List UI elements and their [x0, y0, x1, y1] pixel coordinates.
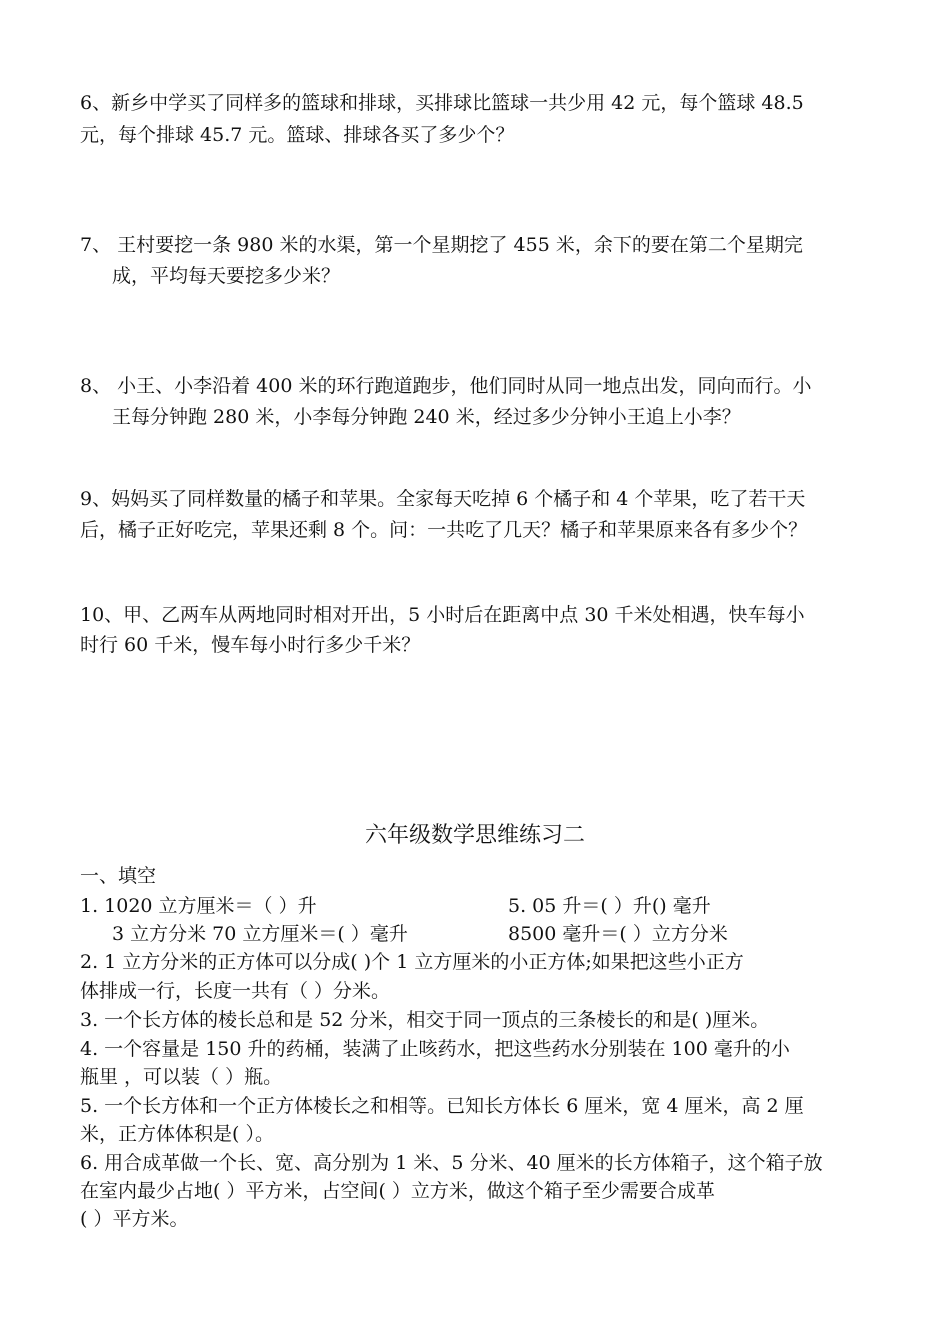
fill-item-2-line-2: 体排成一行，长度一共有（ ）分米。	[80, 980, 391, 1002]
fill-item-1b: 5. 05 升＝( ）升() 毫升	[508, 895, 711, 917]
fill-item-5-line-2: 米，正方体体积是( ）。	[80, 1123, 274, 1145]
problem-6-line-2: 元，每个排球 45.7 元。篮球、排球各买了多少个？	[80, 124, 515, 146]
problem-9-line-1: 9、妈妈买了同样数量的橘子和苹果。全家每天吃掉 6 个橘子和 4 个苹果，吃了若干天	[80, 488, 806, 510]
problem-8-line-1: 8、 小王、小李沿着 400 米的环行跑道跑步，他们同时从同一地点出发，同向而行。小	[80, 375, 812, 397]
problem-6-line-1: 6、新乡中学买了同样多的篮球和排球，买排球比篮球一共少用 42 元，每个篮球 48.5	[80, 92, 804, 114]
fill-item-3: 3. 一个长方体的棱长总和是 52 分米，相交于同一顶点的三条棱长的和是( )厘米。	[80, 1009, 770, 1031]
fill-item-6-line-3: ( ）平方米。	[80, 1208, 189, 1230]
problem-7-line-2: 成，平均每天要挖多少米？	[112, 265, 341, 287]
problem-10-line-1: 10、甲、乙两车从两地同时相对开出，5 小时后在距离中点 30 千米处相遇，快车每小	[80, 604, 805, 626]
section-title: 六年级数学思维练习二	[364, 823, 585, 848]
fill-item-1-row-1	[80, 891, 875, 921]
fill-item-1c: 3 立方分米 70 立方厘米＝( ）毫升	[112, 923, 408, 945]
problem-10-line-2: 时行 60 千米，慢车每小时行多少千米？	[80, 634, 421, 656]
fill-item-6-line-2: 在室内最少占地( ）平方米，占空间( ）立方米，做这个箱子至少需要合成革	[80, 1180, 715, 1202]
fill-item-1d: 8500 毫升＝( ）立方分米	[508, 923, 728, 945]
problem-8-line-2: 王每分钟跑 280 米，小李每分钟跑 240 米，经过多少分钟小王追上小李？	[112, 406, 741, 428]
problem-9-line-2: 后，橘子正好吃完，苹果还剩 8 个。问：一共吃了几天？橘子和苹果原来各有多少个？	[80, 519, 808, 541]
fill-item-4-line-1: 4. 一个容量是 150 升的药桶，装满了止咳药水，把这些药水分别装在 100 毫升的小	[80, 1038, 790, 1060]
fill-item-5-line-1: 5. 一个长方体和一个正方体棱长之和相等。已知长方体长 6 厘米，宽 4 厘米，高 2 厘	[80, 1095, 804, 1117]
fill-item-4-line-2: 瓶里 ，可以装（ ）瓶。	[80, 1066, 283, 1088]
fill-item-2-line-1: 2. 1 立方分米的正方体可以分成( )个 1 立方厘米的小正方体;如果把这些小正方	[80, 951, 744, 973]
part-heading: 一、填空	[80, 865, 157, 887]
fill-item-6-line-1: 6. 用合成革做一个长、宽、高分别为 1 米、5 分米、40 厘米的长方体箱子，这个箱子放	[80, 1152, 823, 1174]
fill-item-1a: 1. 1020 立方厘米＝（ ）升	[80, 895, 317, 917]
problem-7-line-1: 7、 王村要挖一条 980 米的水渠，第一个星期挖了 455 米，余下的要在第二个星期完	[80, 234, 803, 256]
